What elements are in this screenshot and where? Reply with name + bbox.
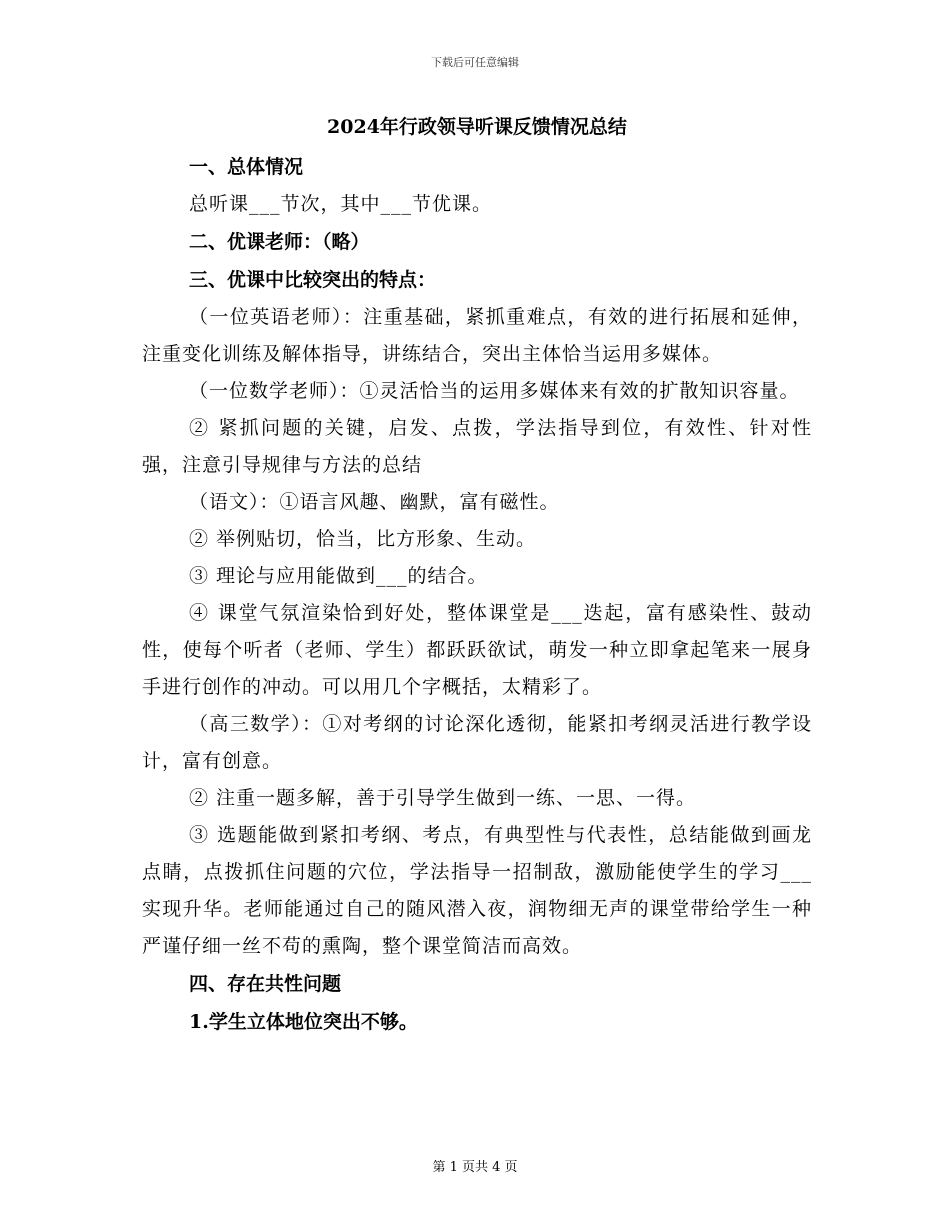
section-heading-teachers: 二、优课老师：（略） [189, 231, 370, 253]
paragraph-chinese-2: ② 举例贴切，恰当，比方形象、生动。 [189, 528, 537, 550]
paragraph-senior-math-2: ② 注重一题多解，善于引导学生做到一练、一思、一得。 [189, 787, 697, 809]
paragraph-senior-math-1: （高三数学）：①对考纲的讨论深化透彻，能紧扣考纲灵活进行教学设计，富有创意。 [142, 713, 812, 772]
paragraph-chinese-3: ③ 理论与应用能做到___的结合。 [189, 565, 488, 587]
paragraph-math-teacher-2: ② 紧抓问题的关键，启发、点拨，学法指导到位，有效性、针对性强，注意引导规律与方法的总结 [142, 417, 812, 476]
document-title: 2024年行政领导听课反馈情况总结 [327, 116, 627, 138]
paragraph-overall: 总听课___节次，其中___节优课。 [189, 193, 493, 215]
document-body [142, 110, 812, 1041]
paragraph-chinese-4: ④ 课堂气氛渲染恰到好处，整体课堂是___迭起，富有感染性、鼓动性，使每个听者（老师、学生）都跃跃欲试，萌发一种立即拿起笔来一展身手进行创作的冲动。可以用几个字概括，太精彩了。 [142, 602, 812, 698]
section-heading-issues: 四、存在共性问题 [189, 973, 342, 995]
header-note: 下载后可任意编辑 [431, 56, 519, 69]
paragraph-senior-math-3: ③ 选题能做到紧扣考纲、考点，有典型性与代表性，总结能做到画龙点睛，点拨抓住问题的穴位，学法指导一招制敌，激励能使学生的学习___实现升华。老师能通过自己的随风潜入夜，润物细无声的课堂带给学生一种严谨仔细一丝不苟的熏陶，整个课堂简洁而高效。 [142, 824, 812, 957]
issue-item-1: 1.学生立体地位突出不够。 [189, 1011, 418, 1033]
section-heading-features: 三、优课中比较突出的特点： [189, 269, 437, 291]
page-footer: 第 1 页共 4 页 [432, 1160, 518, 1175]
paragraph-math-teacher-1: （一位数学老师）：①灵活恰当的运用多媒体来有效的扩散知识容量。 [189, 380, 800, 402]
paragraph-english-teacher: （一位英语老师）：注重基础，紧抓重难点，有效的进行拓展和延伸，注重变化训练及解体指导，讲练结合，突出主体恰当运用多媒体。 [142, 306, 812, 365]
paragraph-chinese-1: （语文）：①语言风趣、幽默，富有磁性。 [189, 491, 560, 513]
section-heading-overall: 一、总体情况 [189, 156, 304, 178]
